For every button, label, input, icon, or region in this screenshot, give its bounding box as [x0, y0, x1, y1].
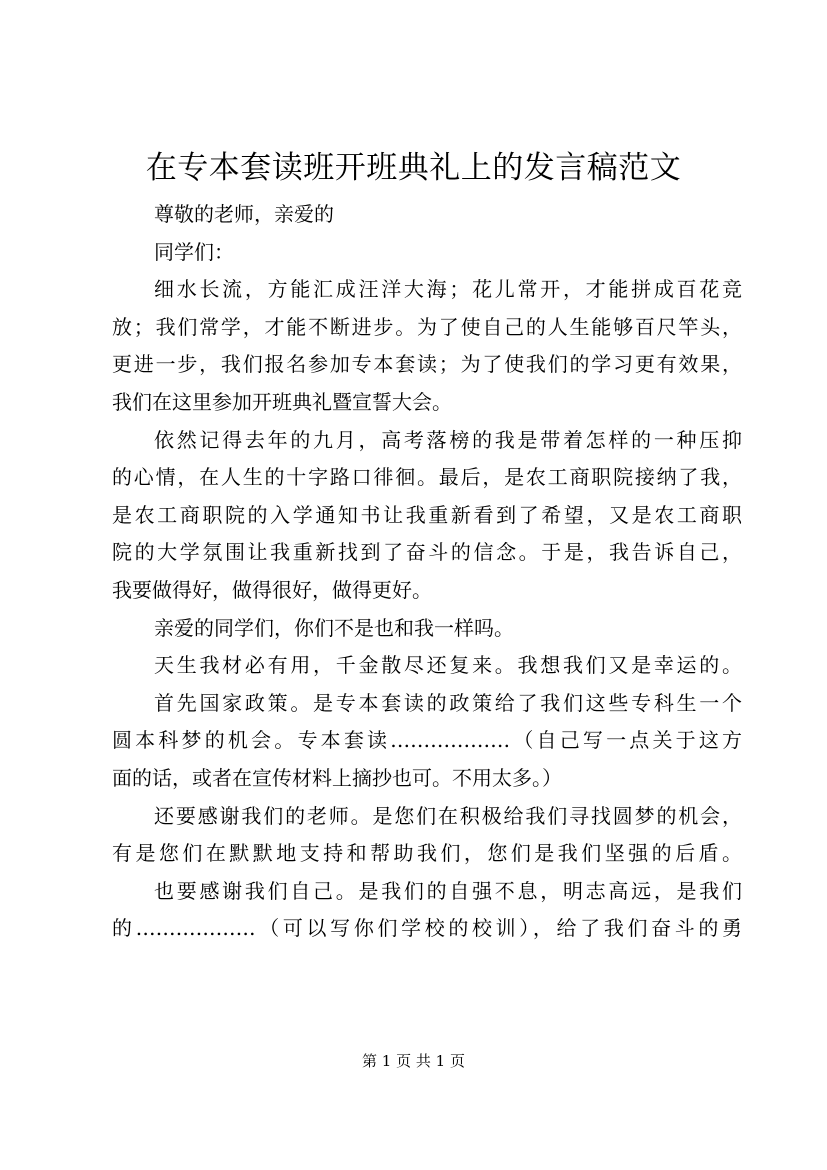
paragraph-line: 的………………（可以写你们学校的校训），给了我们奋斗的勇 [112, 916, 742, 941]
paragraph-line: 放；我们常学，才能不断进步。为了使自己的人生能够百尺竿头， [112, 314, 742, 339]
paragraph-line: 有是您们在默默地支持和帮助我们，您们是我们坚强的后盾。 [112, 841, 742, 866]
paragraph-line: 细水长流，方能汇成汪洋大海；花儿常开，才能拼成百花竞 [154, 277, 742, 302]
paragraph-line: 我要做得好，做得很好，做得更好。 [112, 577, 432, 602]
paragraph-line: 圆本科梦的机会。专本套读………………（自己写一点关于这方 [112, 728, 742, 753]
paragraph-line: 我们在这里参加开班典礼暨宣誓大会。 [112, 389, 452, 414]
page-footer: 第 1 页 共 1 页 [362, 1052, 465, 1070]
paragraph-line: 面的话，或者在宣传材料上摘抄也可。不用太多。） [112, 765, 562, 790]
paragraph-line: 院的大学氛围让我重新找到了奋斗的信念。于是，我告诉自己， [112, 540, 742, 565]
paragraph-line: 的心情，在人生的十字路口徘徊。最后，是农工商职院接纳了我， [112, 465, 742, 490]
paragraph-line: 更进一步，我们报名参加专本套读；为了使我们的学习更有效果， [112, 352, 742, 377]
paragraph-line: 天生我材必有用，千金散尽还复来。我想我们又是幸运的。 [154, 653, 742, 678]
paragraph-line: 首先国家政策。是专本套读的政策给了我们这些专科生一个 [154, 690, 742, 715]
page-title: 在专本套读班开班典礼上的发言稿范文 [145, 150, 682, 186]
paragraph-line: 亲爱的同学们，你们不是也和我一样吗。 [154, 615, 514, 640]
paragraph-line: 依然记得去年的九月，高考落榜的我是带着怎样的一种压抑 [154, 427, 742, 452]
paragraph-line: 是农工商职院的入学通知书让我重新看到了希望，又是农工商职 [112, 502, 742, 527]
paragraph-line: 尊敬的老师，亲爱的 [154, 202, 334, 226]
paragraph-line: 也要感谢我们自己。是我们的自强不息，明志高远，是我们 [154, 878, 742, 903]
paragraph-line: 还要感谢我们的老师。是您们在积极给我们寻找圆梦的机会， [154, 803, 742, 828]
document-body [112, 196, 742, 948]
paragraph-line: 同学们： [154, 239, 234, 264]
